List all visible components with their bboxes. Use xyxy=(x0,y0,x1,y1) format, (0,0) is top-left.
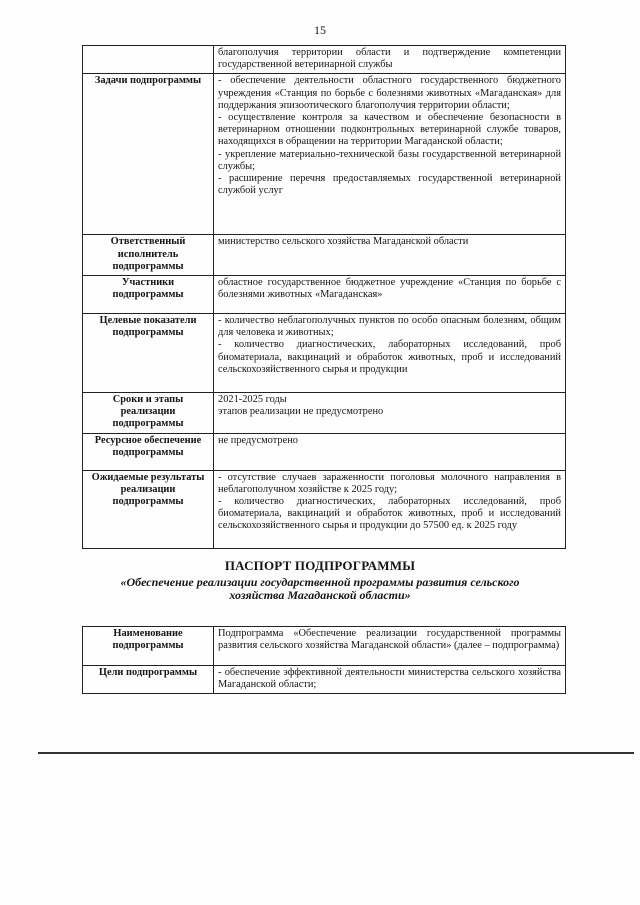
subprogram-passport-table xyxy=(82,626,566,694)
table-row-subprogram-name xyxy=(83,627,566,666)
value-line: благополучия территории области и подтверждение компетенции государственной ветеринарной службы xyxy=(218,47,561,71)
row-label: Ответственный исполнитель подпрограммы xyxy=(83,235,214,276)
value-line: Подпрограмма «Обеспечение реализации государственной программы развития сельского хозяйства Магаданской области» (далее – подпрограмма) xyxy=(218,628,561,652)
value-line: - количество диагностических, лабораторных исследований, проб биоматериала, вакцинаций и обработок животных, проб и исследований сельскохозяйственного сырья и продукции до 57500 ед. к 2025 году xyxy=(218,496,561,532)
value-line: областное государственное бюджетное учреждение «Станция по борьбе с болезнями животных «Магаданская» xyxy=(218,277,561,301)
passport-subtitle: «Обеспечение реализации государственной программы развития сельского хозяйства Магаданской области» xyxy=(120,575,520,602)
value-line: этапов реализации не предусмотрено xyxy=(218,406,384,418)
row-label: Ресурсное обеспечение подпрограммы xyxy=(83,433,214,470)
row-label: Задачи подпрограммы xyxy=(83,74,214,235)
passport-heading: ПАСПОРТ ПОДПРОГРАММЫ xyxy=(224,558,416,573)
row-label: Цели подпрограммы xyxy=(83,666,214,694)
row-label xyxy=(83,46,214,74)
value-line: 2021-2025 годы xyxy=(218,394,287,406)
row-value xyxy=(214,470,566,548)
row-value xyxy=(214,666,566,694)
row-value xyxy=(214,393,566,434)
subprogram-passport-table-continued xyxy=(82,45,566,549)
table-row-goals-continued xyxy=(83,46,566,74)
row-value xyxy=(214,276,566,314)
table-row-participants xyxy=(83,276,566,314)
value-line: - расширение перечня предоставляемых государственной ветеринарной службой услуг xyxy=(218,173,561,197)
table-row-subprogram-goals xyxy=(83,666,566,694)
row-value xyxy=(214,627,566,666)
table-row-resource-support xyxy=(83,433,566,470)
table-row-responsible-executor xyxy=(83,235,566,276)
value-line: - отсутствие случаев зараженности поголовья молочного направления в неблагополучном хозяйстве к 2025 году; xyxy=(218,471,561,495)
scan-edge-rule xyxy=(38,752,634,754)
row-label: Участники подпрограммы xyxy=(83,276,214,314)
value-line: - укрепление материально-технической базы государственной ветеринарной службы; xyxy=(218,148,561,172)
row-value xyxy=(214,235,566,276)
value-line: - осуществление контроля за качеством и обеспечение безопасности в ветеринарном отношении подконтрольных ветеринарной службе товаров, находящихся в обращении на территории Магаданской области; xyxy=(218,112,561,148)
value-line: - обеспечение деятельности областного государственного бюджетного учреждения «Станция по борьбе с болезнями животных «Магаданская» для поддержания эпизоотического благополучия территории области; xyxy=(218,75,561,111)
value-line: - количество диагностических, лабораторных исследований, проб биоматериала, вакцинаций и обработок животных, проб и исследований сельскохозяйственного сырья и продукции xyxy=(218,339,561,375)
row-value xyxy=(214,433,566,470)
value-line: - обеспечение эффективной деятельности министерства сельского хозяйства Магаданской области; xyxy=(218,667,561,691)
table-row-tasks xyxy=(83,74,566,235)
value-line: не предусмотрено xyxy=(218,434,298,446)
row-label: Сроки и этапы реализации подпрограммы xyxy=(83,393,214,434)
page-number: 15 xyxy=(314,23,326,37)
table-row-target-indicators xyxy=(83,314,566,393)
table-row-terms-stages xyxy=(83,393,566,434)
row-value xyxy=(214,74,566,235)
row-label: Наименование подпрограммы xyxy=(83,627,214,666)
row-value xyxy=(214,314,566,393)
table-row-expected-results xyxy=(83,470,566,548)
value-line: министерство сельского хозяйства Магаданской области xyxy=(218,236,469,248)
value-line: - количество неблагополучных пунктов по особо опасным болезням, общим для человека и животных; xyxy=(218,315,561,339)
row-label: Ожидаемые результаты реализации подпрограммы xyxy=(83,470,214,548)
row-value xyxy=(214,46,566,74)
row-label: Целевые показатели подпрограммы xyxy=(83,314,214,393)
